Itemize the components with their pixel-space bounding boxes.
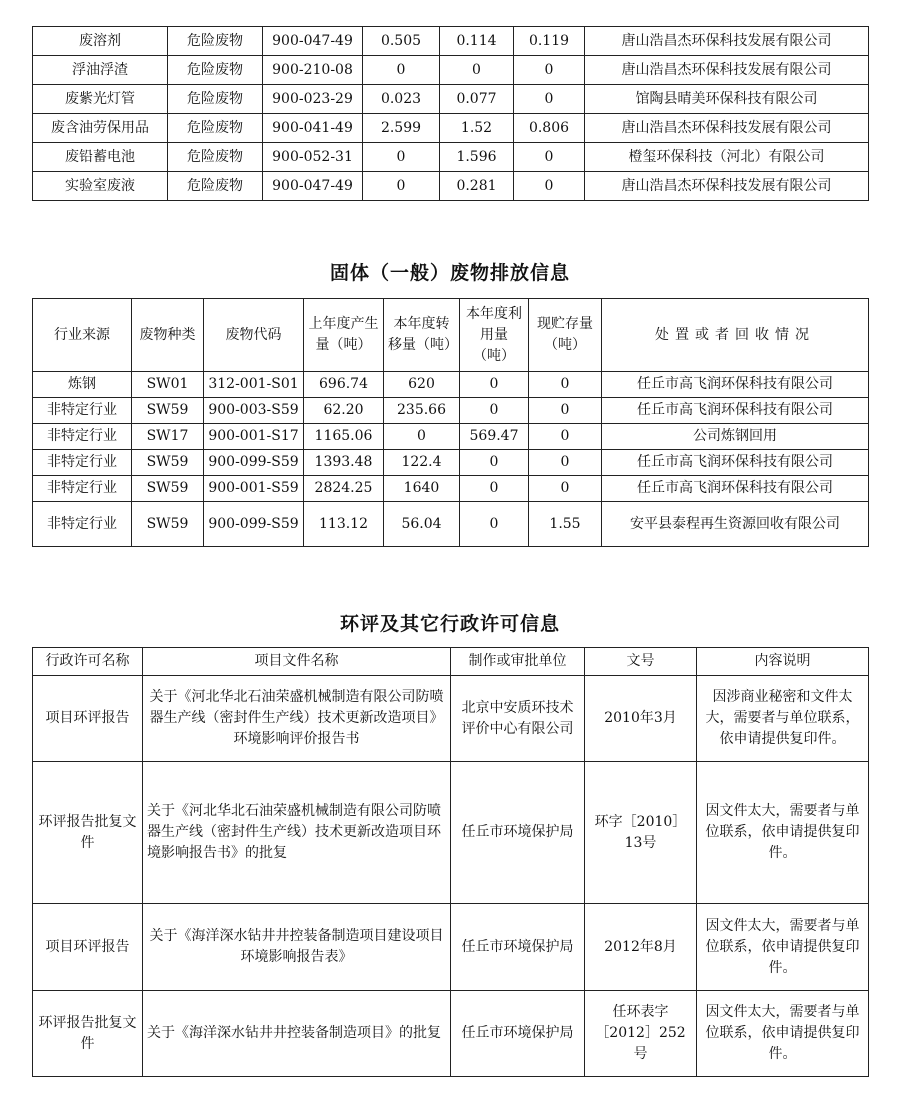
table-row	[33, 991, 869, 1077]
table-row	[33, 85, 869, 114]
table-header-row	[33, 299, 869, 372]
table-row	[33, 372, 869, 398]
waste-category: 危险废物	[168, 143, 263, 172]
transfer-amount: 0	[384, 424, 460, 450]
issuer: 北京中安质环技术评价中心有限公司	[451, 676, 585, 762]
utilization-amount: 0	[460, 502, 529, 547]
waste-code: 900-001-S59	[204, 476, 304, 502]
waste-code: 900-099-S59	[204, 450, 304, 476]
waste-type: SW01	[132, 372, 204, 398]
transfer-amount: 1640	[384, 476, 460, 502]
table-row	[33, 172, 869, 201]
transfer-amount: 0	[440, 56, 514, 85]
col-header-industry: 行业来源	[33, 299, 132, 372]
waste-code: 900-052-31	[263, 143, 363, 172]
col-header-permit-name: 行政许可名称	[33, 648, 143, 676]
industry: 炼钢	[33, 372, 132, 398]
document-name: 关于《海洋深水钻井井控装备制造项目建设项目环境影响报告表》	[143, 904, 451, 991]
waste-type: SW59	[132, 450, 204, 476]
waste-category: 危险废物	[168, 114, 263, 143]
permit-name: 项目环评报告	[33, 676, 143, 762]
industry: 非特定行业	[33, 398, 132, 424]
storage-amount: 0	[514, 143, 585, 172]
industry: 非特定行业	[33, 502, 132, 547]
table-row	[33, 424, 869, 450]
document-name: 关于《河北华北石油荣盛机械制造有限公司防喷器生产线（密封件生产线）技术更新改造项目》环境影响评价报告书	[143, 676, 451, 762]
document-name: 关于《河北华北石油荣盛机械制造有限公司防喷器生产线（密封件生产线）技术更新改造项目环境影响报告书》的批复	[143, 762, 451, 904]
storage-amount: 1.55	[529, 502, 602, 547]
permit-name: 环评报告批复文件	[33, 991, 143, 1077]
description: 因文件太大，需要者与单位联系，依申请提供复印件。	[697, 991, 869, 1077]
last-year-amount: 62.20	[304, 398, 384, 424]
disposal: 公司炼钢回用	[602, 424, 869, 450]
col-header-issuer: 制作或审批单位	[451, 648, 585, 676]
last-year-amount: 1165.06	[304, 424, 384, 450]
storage-amount: 0	[529, 424, 602, 450]
waste-name: 废紫光灯管	[33, 85, 168, 114]
waste-type: SW17	[132, 424, 204, 450]
waste-code: 900-001-S17	[204, 424, 304, 450]
col-header-document-name: 项目文件名称	[143, 648, 451, 676]
disposal-company: 唐山浩昌杰环保科技发展有限公司	[585, 114, 869, 143]
storage-amount: 0	[514, 172, 585, 201]
waste-category: 危险废物	[168, 172, 263, 201]
waste-name: 废溶剂	[33, 27, 168, 56]
col-header-last-year: 上年度产生量（吨）	[304, 299, 384, 372]
utilization-amount: 0	[460, 398, 529, 424]
disposal: 任丘市高飞润环保科技有限公司	[602, 372, 869, 398]
industry: 非特定行业	[33, 450, 132, 476]
transfer-amount: 56.04	[384, 502, 460, 547]
transfer-amount: 0.281	[440, 172, 514, 201]
table-row	[33, 762, 869, 904]
general-waste-table	[32, 298, 869, 547]
table-row	[33, 398, 869, 424]
last-year-amount: 0.023	[363, 85, 440, 114]
hazardous-waste-body	[33, 27, 869, 201]
general-waste-body	[33, 299, 869, 547]
waste-type: SW59	[132, 502, 204, 547]
description: 因涉商业秘密和文件太大，需要者与单位联系，依申请提供复印件。	[697, 676, 869, 762]
last-year-amount: 1393.48	[304, 450, 384, 476]
permit-name: 项目环评报告	[33, 904, 143, 991]
waste-category: 危险废物	[168, 56, 263, 85]
last-year-amount: 696.74	[304, 372, 384, 398]
disposal-company: 橙玺环保科技（河北）有限公司	[585, 143, 869, 172]
col-header-waste-type: 废物种类	[132, 299, 204, 372]
waste-category: 危险废物	[168, 27, 263, 56]
col-header-transfer: 本年度转移量（吨）	[384, 299, 460, 372]
last-year-amount: 0.505	[363, 27, 440, 56]
col-header-waste-code: 废物代码	[204, 299, 304, 372]
last-year-amount: 113.12	[304, 502, 384, 547]
last-year-amount: 0	[363, 172, 440, 201]
col-header-disposal: 处置或者回收情况	[602, 299, 869, 372]
disposal-company: 唐山浩昌杰环保科技发展有限公司	[585, 27, 869, 56]
table-row	[33, 27, 869, 56]
waste-code: 900-099-S59	[204, 502, 304, 547]
issuer: 任丘市环境保护局	[451, 762, 585, 904]
disposal-company: 馆陶县晴美环保科技有限公司	[585, 85, 869, 114]
waste-name: 浮油浮渣	[33, 56, 168, 85]
storage-amount: 0	[529, 476, 602, 502]
transfer-amount: 235.66	[384, 398, 460, 424]
storage-amount: 0	[529, 372, 602, 398]
waste-code: 312-001-S01	[204, 372, 304, 398]
col-header-utilization: 本年度利用量（吨）	[460, 299, 529, 372]
transfer-amount: 1.52	[440, 114, 514, 143]
table-row	[33, 904, 869, 991]
doc-number: 环字［2010］13号	[585, 762, 697, 904]
waste-code: 900-047-49	[263, 27, 363, 56]
table-row	[33, 143, 869, 172]
utilization-amount: 0	[460, 372, 529, 398]
utilization-amount: 0	[460, 450, 529, 476]
permit-name: 环评报告批复文件	[33, 762, 143, 904]
description: 因文件太大，需要者与单位联系，依申请提供复印件。	[697, 762, 869, 904]
storage-amount: 0	[529, 398, 602, 424]
storage-amount: 0	[514, 56, 585, 85]
waste-name: 实验室废液	[33, 172, 168, 201]
general-waste-title: 固体（一般）废物排放信息	[329, 262, 570, 284]
permits-table	[32, 647, 869, 1077]
doc-number: 2010年3月	[585, 676, 697, 762]
transfer-amount: 0.077	[440, 85, 514, 114]
disposal-company: 唐山浩昌杰环保科技发展有限公司	[585, 56, 869, 85]
transfer-amount: 1.596	[440, 143, 514, 172]
disposal-company: 唐山浩昌杰环保科技发展有限公司	[585, 172, 869, 201]
last-year-amount: 0	[363, 56, 440, 85]
waste-code: 900-023-29	[263, 85, 363, 114]
disposal: 任丘市高飞润环保科技有限公司	[602, 476, 869, 502]
table-row	[33, 450, 869, 476]
storage-amount: 0.806	[514, 114, 585, 143]
hazardous-waste-table	[32, 26, 869, 201]
issuer: 任丘市环境保护局	[451, 904, 585, 991]
last-year-amount: 0	[363, 143, 440, 172]
doc-number: 任环表字［2012］252号	[585, 991, 697, 1077]
waste-name: 废铅蓄电池	[33, 143, 168, 172]
waste-type: SW59	[132, 476, 204, 502]
storage-amount: 0.119	[514, 27, 585, 56]
table-row	[33, 476, 869, 502]
industry: 非特定行业	[33, 424, 132, 450]
col-header-doc-number: 文号	[585, 648, 697, 676]
table-header-row	[33, 648, 869, 676]
doc-number: 2012年8月	[585, 904, 697, 991]
permits-title: 环评及其它行政许可信息	[339, 613, 560, 635]
disposal: 安平县泰程再生资源回收有限公司	[602, 502, 869, 547]
last-year-amount: 2824.25	[304, 476, 384, 502]
col-header-storage: 现贮存量（吨）	[529, 299, 602, 372]
col-header-description: 内容说明	[697, 648, 869, 676]
utilization-amount: 569.47	[460, 424, 529, 450]
waste-category: 危险废物	[168, 85, 263, 114]
utilization-amount: 0	[460, 476, 529, 502]
industry: 非特定行业	[33, 476, 132, 502]
description: 因文件太大，需要者与单位联系，依申请提供复印件。	[697, 904, 869, 991]
disposal: 任丘市高飞润环保科技有限公司	[602, 450, 869, 476]
storage-amount: 0	[529, 450, 602, 476]
waste-type: SW59	[132, 398, 204, 424]
last-year-amount: 2.599	[363, 114, 440, 143]
transfer-amount: 620	[384, 372, 460, 398]
table-row	[33, 114, 869, 143]
transfer-amount: 122.4	[384, 450, 460, 476]
storage-amount: 0	[514, 85, 585, 114]
issuer: 任丘市环境保护局	[451, 991, 585, 1077]
waste-code: 900-003-S59	[204, 398, 304, 424]
table-row	[33, 56, 869, 85]
waste-name: 废含油劳保用品	[33, 114, 168, 143]
disposal: 任丘市高飞润环保科技有限公司	[602, 398, 869, 424]
waste-code: 900-047-49	[263, 172, 363, 201]
waste-code: 900-041-49	[263, 114, 363, 143]
permits-body	[33, 648, 869, 1077]
document-name: 关于《海洋深水钻井井控装备制造项目》的批复	[143, 991, 451, 1077]
transfer-amount: 0.114	[440, 27, 514, 56]
table-row	[33, 502, 869, 547]
table-row	[33, 676, 869, 762]
waste-code: 900-210-08	[263, 56, 363, 85]
